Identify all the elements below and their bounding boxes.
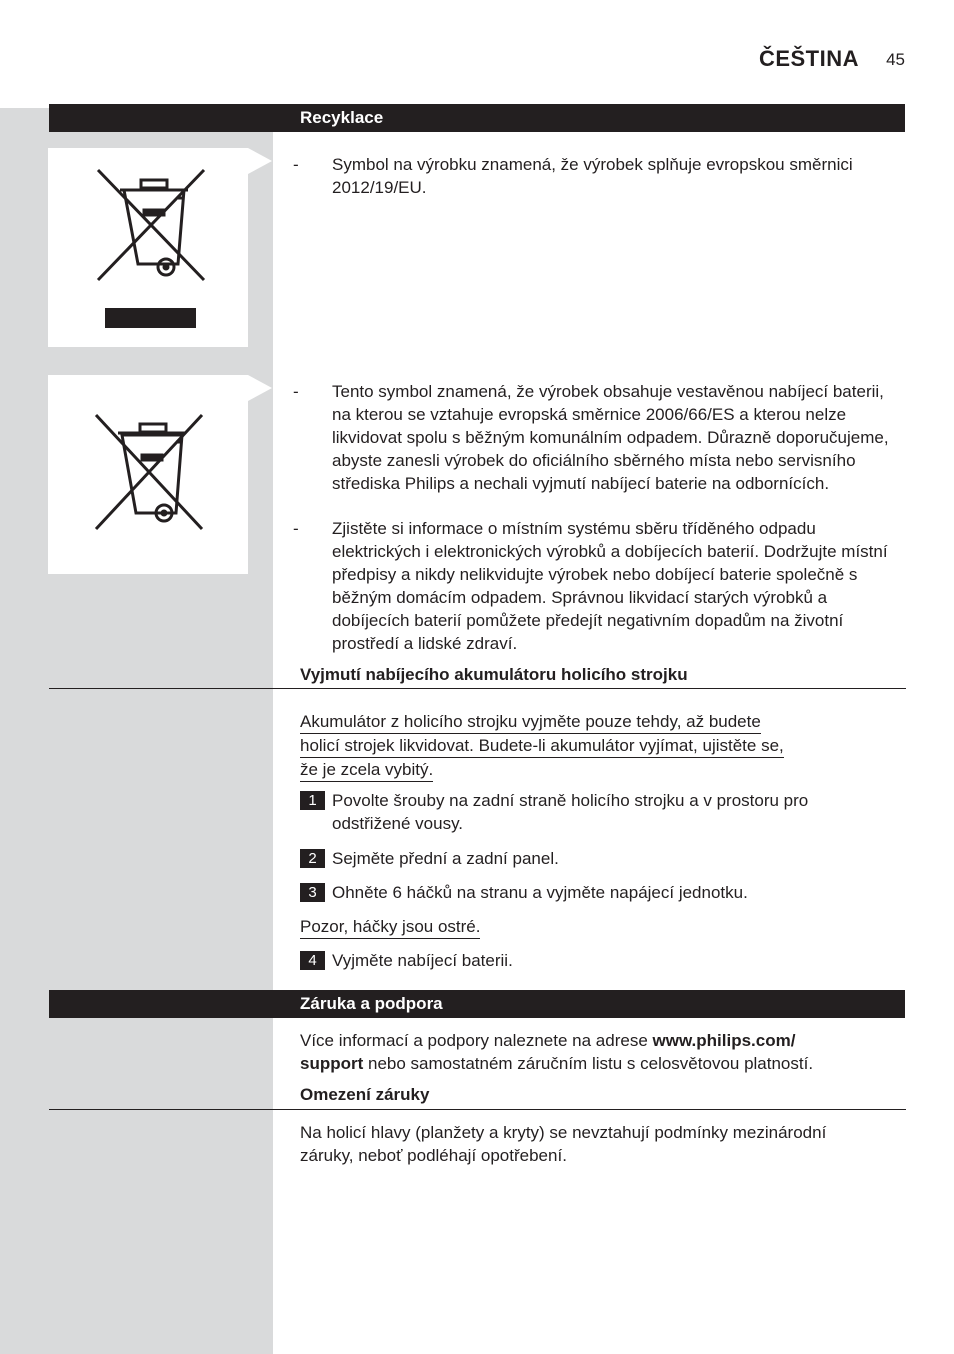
weee-bin-icon-with-bar bbox=[48, 148, 248, 347]
step-item: 4 Vyjměte nabíjecí baterii. bbox=[300, 949, 880, 972]
step-number: 2 bbox=[300, 849, 325, 868]
panel-pointer bbox=[248, 375, 272, 401]
battery-symbol-panel bbox=[48, 375, 248, 574]
step-item: 2 Sejměte přední a zadní panel. bbox=[300, 847, 880, 870]
subsection-title: Vyjmutí nabíjecího akumulátoru holicího strojku bbox=[300, 665, 688, 684]
step-number: 1 bbox=[300, 791, 325, 810]
step-item: 1 Povolte šrouby na zadní straně holicího strojku a v prostoru pro odstřižené vousy. bbox=[300, 789, 880, 835]
weee-symbol-panel bbox=[48, 148, 248, 347]
step-number: 3 bbox=[300, 883, 325, 902]
warranty-limits-text: Na holicí hlavy (planžety a kryty) se nevztahují podmínky mezinárodní záruky, neboť podléhají opotřebení. bbox=[300, 1123, 827, 1165]
bullet-item: - Symbol na výrobku znamená, že výrobek splňuje evropskou směrnici 2012/19/EU. bbox=[293, 155, 853, 197]
support-url: support bbox=[300, 1054, 364, 1073]
panel-pointer bbox=[248, 148, 272, 174]
bullet-item: - Zjistěte si informace o místním systému sběru tříděného odpadu elektrických i elektronických výrobků a dobíjecích baterií. Dodržujte místní předpisy a nikdy nelikvidujte výrobek nebo dobíjecí baterie společně s běžným domácím odpadem. Správnou likvidací starých výrobků a dobíjecích baterií pomůžete předejít negativním dopadům na životní prostředí a lidské zdraví. bbox=[293, 519, 888, 653]
language-heading: ČEŠTINA bbox=[758, 46, 859, 71]
subsection-title: Omezení záruky bbox=[300, 1085, 430, 1104]
step-item: 3 Ohněte 6 háčků na stranu a vyjměte napájecí jednotku. bbox=[300, 881, 880, 904]
warning-text: Akumulátor z holicího strojku vyjměte pouze tehdy, až budete holicí strojek likvidovat. Budete-li akumulátor vyjímat, ujistěte se, že je zcela vybitý. bbox=[300, 710, 784, 782]
section-bar-warranty bbox=[49, 990, 905, 1018]
section-title: Záruka a podpora bbox=[300, 994, 443, 1013]
battery-bin-icon bbox=[48, 375, 248, 574]
support-url: www.philips.com/ bbox=[652, 1031, 796, 1050]
step-number: 4 bbox=[300, 951, 325, 970]
divider bbox=[49, 1109, 906, 1110]
section-title: Recyklace bbox=[300, 108, 384, 127]
bullet-item: - Tento symbol znamená, že výrobek obsahuje vestavěnou nabíjecí baterii, na kterou se vztahuje evropská směrnice 2006/66/ES a kterou nelze likvidovat spolu s běžným komunálním odpadem. Důrazně doporučujeme, abyste zanesli výrobek do oficiálního sběrného místa nebo servisního střediska Philips a nechali vyjmutí nabíjecí baterie na odbornících. bbox=[293, 382, 889, 493]
warranty-text: Více informací a podpory naleznete na adrese www.philips.com/ support nebo samostatném záručním listu s celosvětovou platností. bbox=[300, 1031, 814, 1073]
divider bbox=[49, 688, 906, 689]
page-number: 45 bbox=[886, 50, 905, 69]
section-bar-recycling bbox=[49, 104, 905, 132]
caution-text: Pozor, háčky jsou ostré. bbox=[300, 915, 480, 939]
